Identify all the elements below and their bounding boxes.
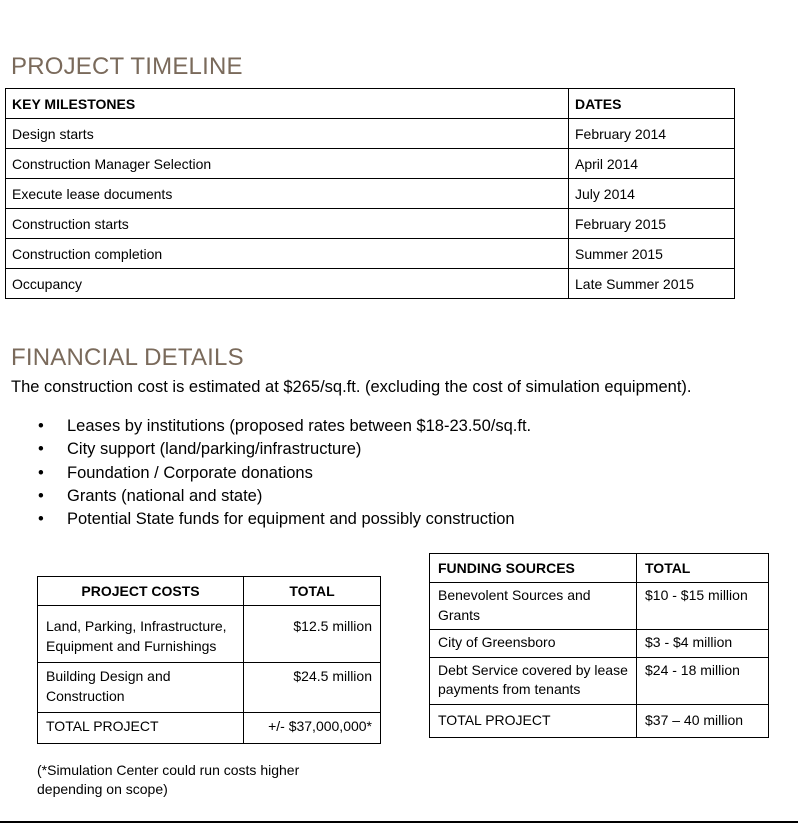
date-cell: July 2014 (569, 179, 735, 209)
milestone-cell: Construction completion (6, 239, 569, 269)
table-header-row (6, 89, 735, 119)
source-item-cell: Debt Service covered by lease payments from tenants (430, 657, 637, 704)
column-header-milestones: KEY MILESTONES (6, 89, 569, 119)
column-header-dates: DATES (569, 89, 735, 119)
cost-total-cell: $24.5 million (244, 663, 381, 713)
source-item-cell: City of Greensboro (430, 630, 637, 658)
timeline-table (5, 88, 735, 299)
project-costs-table (37, 576, 381, 744)
table-row (430, 657, 769, 704)
column-header-total: TOTAL (637, 554, 769, 583)
table-row (38, 606, 381, 663)
milestone-cell: Occupancy (6, 269, 569, 299)
list-item: • City support (land/parking/infrastructure) (38, 438, 531, 461)
source-item-cell: TOTAL PROJECT (430, 704, 637, 738)
milestone-cell: Construction starts (6, 209, 569, 239)
table-header-row (430, 554, 769, 583)
list-item: • Foundation / Corporate donations (38, 462, 531, 485)
table-row (6, 179, 735, 209)
list-item: • Potential State funds for equipment and possibly construction (38, 508, 531, 531)
table-row (38, 663, 381, 713)
table-row (430, 630, 769, 658)
cost-item-cell: TOTAL PROJECT (38, 713, 244, 744)
column-header-project-costs: PROJECT COSTS (38, 577, 244, 606)
date-cell: Summer 2015 (569, 239, 735, 269)
column-header-funding-sources: FUNDING SOURCES (430, 554, 637, 583)
timeline-heading: PROJECT TIMELINE (11, 53, 243, 80)
date-cell: February 2014 (569, 119, 735, 149)
table-row (6, 269, 735, 299)
list-item: • Leases by institutions (proposed rates between $18-23.50/sq.ft. (38, 415, 531, 438)
page-bottom-rule (0, 821, 798, 823)
milestone-cell: Construction Manager Selection (6, 149, 569, 179)
simulation-cost-note: (*Simulation Center could run costs higher depending on scope) (37, 762, 300, 797)
date-cell: April 2014 (569, 149, 735, 179)
financial-heading: FINANCIAL DETAILS (11, 344, 244, 371)
cost-total-cell: $12.5 million (244, 606, 381, 663)
table-row (6, 239, 735, 269)
table-row (430, 583, 769, 630)
date-cell: Late Summer 2015 (569, 269, 735, 299)
milestone-cell: Design starts (6, 119, 569, 149)
cost-item-cell: Land, Parking, Infrastructure, Equipment and Furnishings (38, 606, 244, 663)
funding-sources-table (429, 553, 769, 738)
milestone-cell: Execute lease documents (6, 179, 569, 209)
list-item: • Grants (national and state) (38, 485, 531, 508)
table-header-row (38, 577, 381, 606)
source-item-cell: Benevolent Sources and Grants (430, 583, 637, 630)
table-row (6, 149, 735, 179)
table-row (38, 713, 381, 744)
source-total-cell: $3 - $4 million (637, 630, 769, 658)
date-cell: February 2015 (569, 209, 735, 239)
cost-total-cell: +/- $37,000,000* (244, 713, 381, 744)
source-total-cell: $37 – 40 million (637, 704, 769, 738)
source-total-cell: $10 - $15 million (637, 583, 769, 630)
cost-item-cell: Building Design and Construction (38, 663, 244, 713)
construction-cost-intro: The construction cost is estimated at $265/sq.ft. (excluding the cost of simulation equipment). (11, 378, 692, 396)
table-row (6, 119, 735, 149)
column-header-total: TOTAL (244, 577, 381, 606)
table-row (6, 209, 735, 239)
table-row (430, 704, 769, 738)
funding-bullet-list (38, 415, 531, 531)
source-total-cell: $24 - 18 million (637, 657, 769, 704)
